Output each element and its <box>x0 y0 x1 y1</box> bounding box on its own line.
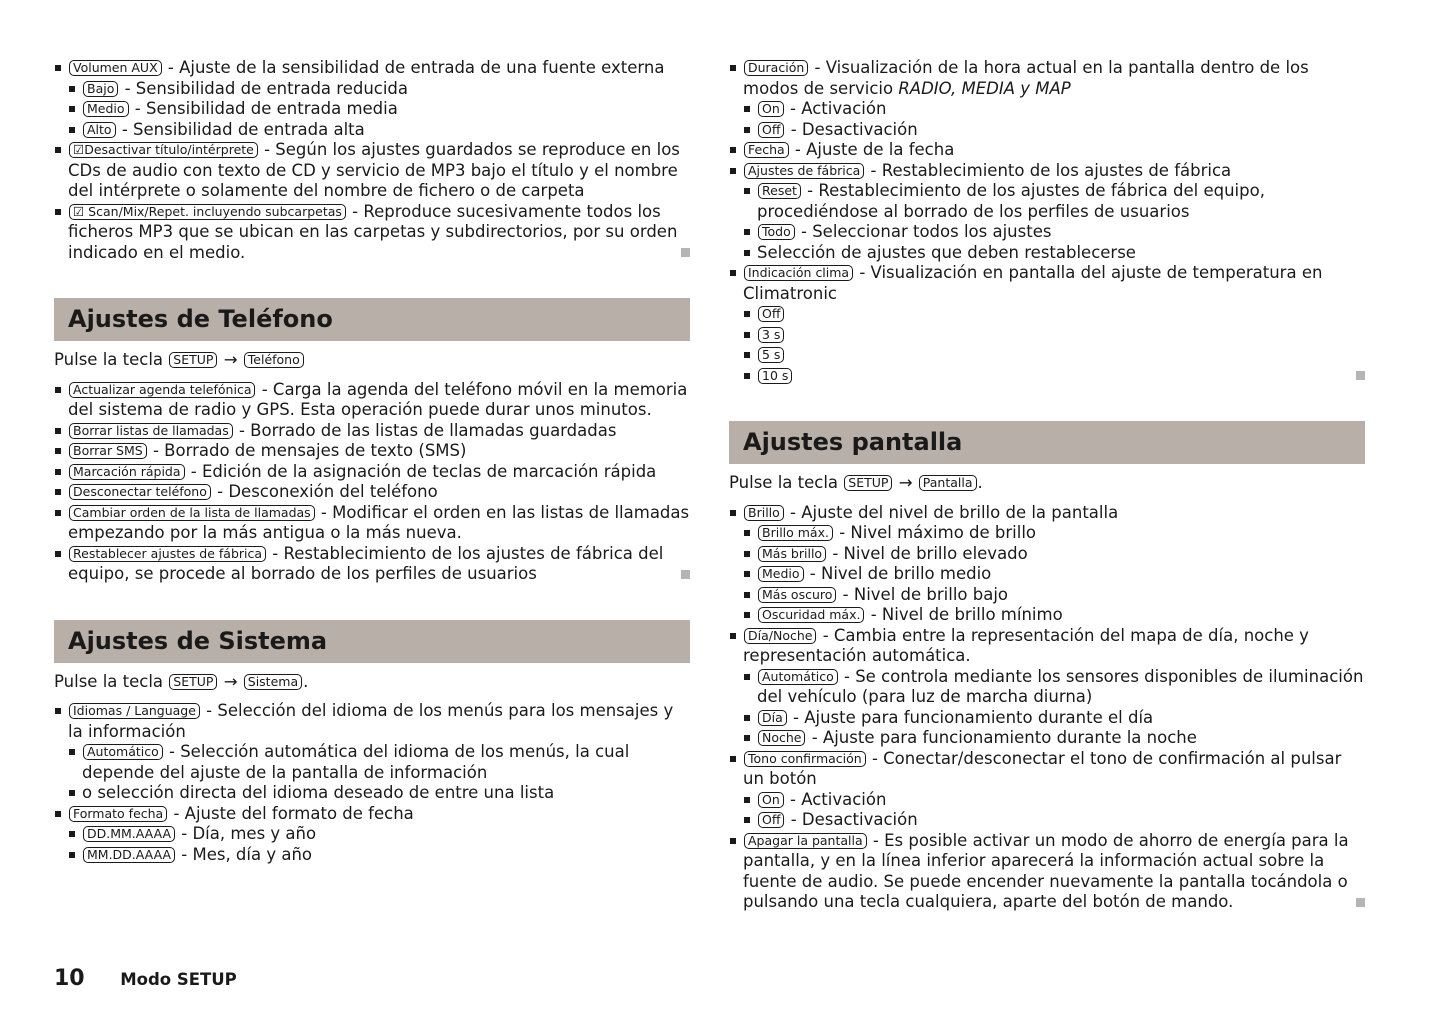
list-item <box>743 728 1365 749</box>
item-text: - Se controla mediante los sensores disponibles de iluminación del vehículo (para luz de marcha diurna) <box>757 666 1364 706</box>
item-text: - Mes, día y año <box>176 844 313 864</box>
section-heading-pantalla: Ajustes pantalla <box>729 421 1365 464</box>
list-item <box>68 120 690 141</box>
page-number: 10 <box>54 966 85 991</box>
item-text: - Nivel de brillo medio <box>804 564 992 583</box>
list-item <box>729 161 1365 182</box>
item-text: - Carga la agenda del teléfono móvil en la memoria del sistema de radio y GPS. Esta operación puede durar unos minutos. <box>68 379 688 419</box>
item-text: - Nivel máximo de brillo <box>833 523 1037 542</box>
key-label: MM.DD.AAAA <box>83 847 175 863</box>
aux-block <box>54 58 690 263</box>
list-item <box>68 783 690 804</box>
key-label: ☑ Scan/Mix/Repet. incluyendo subcarpetas <box>69 204 346 220</box>
arrow: → <box>223 350 238 369</box>
key-label: Off <box>758 306 784 322</box>
list-item <box>743 810 1365 831</box>
key-label: Restablecer ajustes de fábrica <box>69 546 266 562</box>
section-end-mark <box>1356 898 1365 907</box>
list-item <box>54 701 690 742</box>
key-label: Brillo <box>744 505 784 521</box>
item-text: - Ajuste para funcionamiento durante el día <box>787 707 1154 727</box>
section-heading-sistema: Ajustes de Sistema <box>54 620 690 663</box>
item-text: - Sensibilidad de entrada reducida <box>119 78 409 98</box>
key-label: Off <box>758 812 784 828</box>
item-text: - Sensibilidad de entrada media <box>129 99 398 118</box>
item-text: - Borrado de mensajes de texto (SMS) <box>147 441 467 460</box>
item-text: - Conectar/desconectar el tono de confirmación al pulsar un botón <box>743 748 1342 788</box>
key-label: Brillo máx. <box>758 525 833 541</box>
pulse-instruction <box>729 473 1365 494</box>
key-label: Noche <box>758 730 805 746</box>
key-label: Día/Noche <box>744 628 816 644</box>
list-item <box>729 749 1365 790</box>
list-item <box>54 441 690 462</box>
setup-key: SETUP <box>844 475 892 491</box>
key-label: Duración <box>744 60 808 76</box>
key-label: Ajustes de fábrica <box>744 163 864 179</box>
list-item <box>729 58 1365 99</box>
key-label: Apagar la pantalla <box>744 833 867 849</box>
key-label: Automático <box>83 744 163 760</box>
list-item <box>729 831 1365 913</box>
key-label: 10 s <box>758 368 792 384</box>
list-item <box>743 304 1365 325</box>
list-item <box>729 503 1365 524</box>
pulse-text: Pulse la tecla <box>729 473 839 492</box>
item-text: - Nivel de brillo bajo <box>837 584 1009 604</box>
item-text: - Desconexión del teléfono <box>211 482 438 501</box>
page-footer <box>54 966 237 991</box>
key-label: Volumen AUX <box>69 60 162 76</box>
key-label: Bajo <box>83 81 118 97</box>
item-text: - Cambia entre la representación del mapa de día, noche y representación automática. <box>743 625 1309 665</box>
item-text: - Ajuste de la fecha <box>789 140 955 159</box>
list-item <box>54 804 690 825</box>
key-label: Día <box>758 710 787 726</box>
key-label: Borrar listas de llamadas <box>69 423 233 439</box>
pulse-instruction <box>54 672 690 693</box>
item-text: - Ajuste de la sensibilidad de entrada de una fuente externa <box>162 58 665 77</box>
list-item <box>54 380 690 421</box>
list-item <box>743 181 1365 222</box>
item-text: - Ajuste del nivel de brillo de la pantalla <box>784 502 1119 522</box>
item-text: - Desactivación <box>785 810 918 829</box>
item-text: Selección de ajustes que deben restablecerse <box>757 242 1136 262</box>
key-label: Alto <box>83 122 116 138</box>
key-label: 3 s <box>758 327 784 343</box>
list-item <box>743 667 1365 708</box>
sistema-list <box>54 701 690 865</box>
telefono-key: Teléfono <box>244 352 304 368</box>
arrow: → <box>223 671 238 691</box>
right-column <box>729 58 1365 913</box>
telefono-list <box>54 380 690 585</box>
pulse-text: Pulse la tecla <box>54 671 164 691</box>
key-label: On <box>758 101 784 117</box>
item-text: - Borrado de las listas de llamadas guardadas <box>233 420 617 440</box>
item-text: - Según los ajustes guardados se reproduce en los CDs de audio con texto de CD y servicio de MP3 bajo el título y el nombre del intérprete o solamente del nombre de fichero o de carpeta <box>68 140 680 200</box>
section-heading-telefono: Ajustes de Teléfono <box>54 298 690 341</box>
key-label: 5 s <box>758 347 784 363</box>
item-text: - Día, mes y año <box>176 824 317 843</box>
section-end-mark <box>1356 371 1365 380</box>
item-text: - Ajuste para funcionamiento durante la noche <box>806 728 1197 747</box>
arrow: → <box>898 473 913 492</box>
key-label: Automático <box>758 669 838 685</box>
list-item <box>743 708 1365 729</box>
item-text: - Edición de la asignación de teclas de marcación rápida <box>185 461 657 481</box>
pantalla-list <box>729 503 1365 913</box>
item-text: - Selección automática del idioma de los menús, la cual depende del ajuste de la pantalla de información <box>82 742 630 782</box>
sistema-continued-list <box>729 58 1365 386</box>
item-text: - Restablecimiento de los ajustes de fábrica <box>865 160 1232 180</box>
section-end-mark <box>681 248 690 257</box>
item-text: - Sensibilidad de entrada alta <box>116 119 365 139</box>
pantalla-key: Pantalla <box>919 475 977 491</box>
item-text: - Reproduce sucesivamente todos los ficheros MP3 que se ubican en las carpetas y subdirectorios, por su orden indicado en el medio. <box>68 201 678 262</box>
section-end-mark <box>681 570 690 579</box>
key-label: Borrar SMS <box>69 443 147 459</box>
list-item <box>54 421 690 442</box>
key-label: Off <box>758 122 784 138</box>
list-item <box>743 243 1365 264</box>
item-text: - Restablecimiento de los ajustes de fábrica del equipo, se procede al borrado de los perfiles de usuarios <box>68 543 664 583</box>
pulse-instruction <box>54 350 690 371</box>
list-item <box>68 99 690 120</box>
list-item <box>54 503 690 544</box>
key-label: Reset <box>758 183 801 199</box>
list-item <box>54 462 690 483</box>
list-item <box>743 564 1365 585</box>
sistema-key: Sistema <box>244 674 302 690</box>
left-column <box>54 58 690 865</box>
list-item <box>743 325 1365 346</box>
period: . <box>303 671 309 691</box>
list-item <box>743 585 1365 606</box>
list-item <box>729 263 1365 304</box>
key-label: Idiomas / Language <box>69 703 200 719</box>
key-label: Medio <box>758 566 804 582</box>
item-text: - Desactivación <box>785 119 918 139</box>
list-item <box>54 482 690 503</box>
key-label: Oscuridad máx. <box>758 607 864 623</box>
key-label: Fecha <box>744 142 789 158</box>
key-label: Actualizar agenda telefónica <box>69 382 255 398</box>
key-label: Formato fecha <box>69 806 167 822</box>
item-text: - Activación <box>784 789 887 809</box>
list-item <box>743 120 1365 141</box>
setup-key: SETUP <box>169 674 217 690</box>
item-text: - Visualización de la hora actual en la pantalla dentro de los modos de servicio <box>743 58 1309 98</box>
item-text: o selección directa del idioma deseado de entre una lista <box>82 783 555 802</box>
item-text: - Es posible activar un modo de ahorro de energía para la pantalla, y en la línea inferior aparecerá la información actual sobre la fuente de audio. Se puede encender nuevamente la pantalla tocándola o pulsando una tecla cualquiera, aparte del botón de mando. <box>743 830 1349 911</box>
item-text: - Visualización en pantalla del ajuste de temperatura en Climatronic <box>743 263 1323 303</box>
list-item <box>743 523 1365 544</box>
key-label: DD.MM.AAAA <box>83 826 175 842</box>
item-text: - Selección del idioma de los menús para los mensajes y la información <box>68 701 674 741</box>
list-item <box>729 140 1365 161</box>
setup-key: SETUP <box>169 352 217 368</box>
item-text: - Modificar el orden en las listas de llamadas empezando por la más antigua o la más nueva. <box>68 502 690 542</box>
key-label: Indicación clima <box>744 265 853 281</box>
key-label: Tono confirmación <box>744 751 866 767</box>
key-label: Medio <box>83 101 129 117</box>
key-label: Todo <box>758 224 795 240</box>
list-item <box>743 99 1365 120</box>
list-item <box>68 79 690 100</box>
list-item <box>54 544 690 585</box>
key-label: Más oscuro <box>758 587 836 603</box>
item-text: - Seleccionar todos los ajustes <box>795 222 1052 241</box>
item-text: - Nivel de brillo mínimo <box>865 605 1063 624</box>
item-text: - Restablecimiento de los ajustes de fábrica del equipo, procediéndose al borrado de los perfiles de usuarios <box>757 181 1265 221</box>
key-label: Marcación rápida <box>69 464 185 480</box>
list-item <box>743 222 1365 243</box>
list-item <box>743 790 1365 811</box>
list-item <box>54 140 690 202</box>
list-item <box>54 58 690 79</box>
list-item <box>743 544 1365 565</box>
item-text-italic: RADIO, MEDIA y MAP <box>898 78 1071 98</box>
list-item <box>729 626 1365 667</box>
pulse-text: Pulse la tecla <box>54 350 164 369</box>
list-item <box>743 605 1365 626</box>
list-item <box>68 824 690 845</box>
list-item <box>68 845 690 866</box>
item-text: - Nivel de brillo elevado <box>827 543 1028 563</box>
key-label: Desconectar teléfono <box>69 484 211 500</box>
key-label: Más brillo <box>758 546 826 562</box>
item-text: - Ajuste del formato de fecha <box>168 803 414 823</box>
list-item <box>54 202 690 264</box>
item-text: - Activación <box>784 99 887 118</box>
period: . <box>977 473 983 492</box>
key-label: Cambiar orden de la lista de llamadas <box>69 505 315 521</box>
list-item <box>743 366 1365 387</box>
footer-title: Modo SETUP <box>120 970 237 989</box>
list-item <box>68 742 690 783</box>
list-item <box>743 345 1365 366</box>
key-label: On <box>758 792 784 808</box>
key-label: ☑Desactivar título/intérprete <box>69 142 258 158</box>
